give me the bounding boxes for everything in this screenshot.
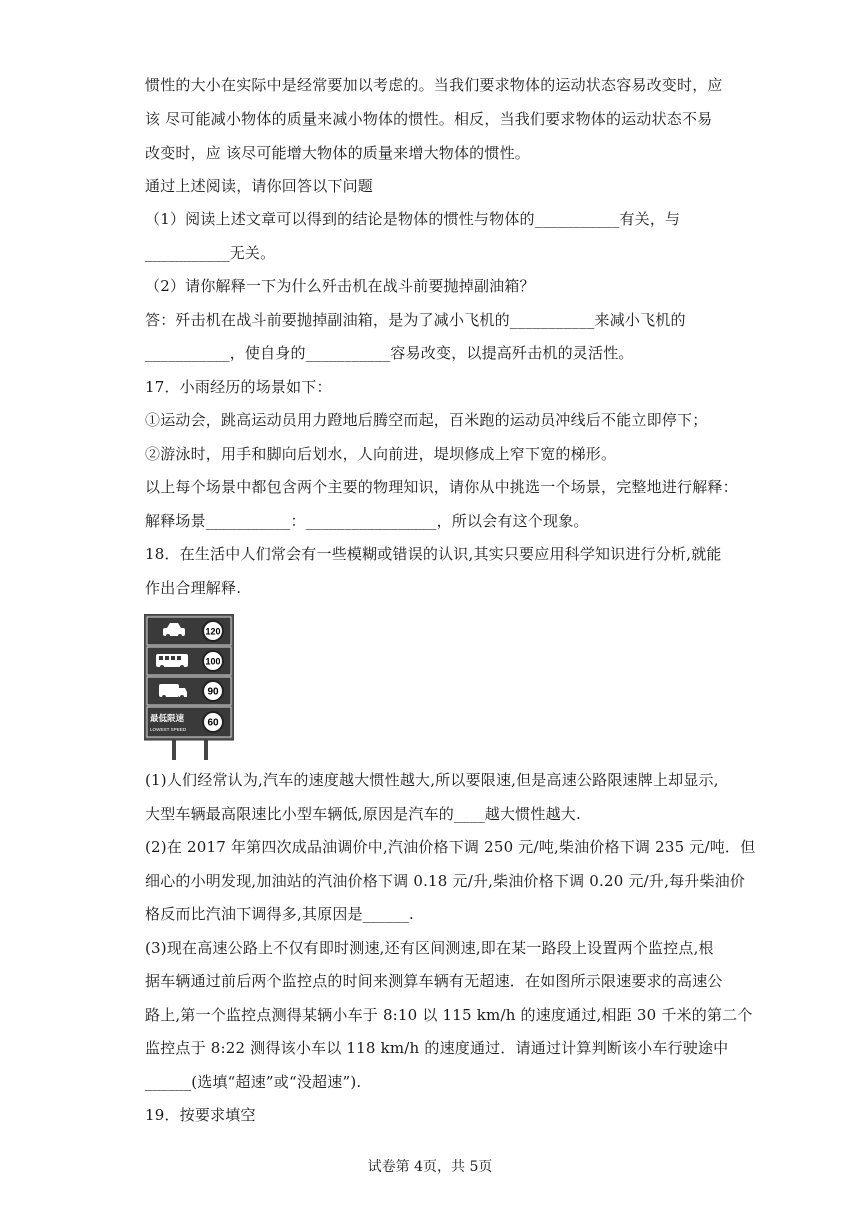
text-line: 据车辆通过前后两个监控点的时间来测算车辆有无超速．在如图所示限速要求的高速公 [145,972,723,990]
text-line: ___________，使自身的___________容易改变，以提高歼击机的灵活性。 [145,344,634,362]
minimum-speed-value: 60 [207,717,219,729]
question-16-part1: （1）阅读上述文章可以得到的结论是物体的惯性与物体的___________有关，与 [145,210,681,228]
speed-limit-car: 120 [205,626,221,637]
bus-icon [156,654,188,669]
question-16-part2: （2）请你解释一下为什么歼击机在战斗前要抛掉副油箱？ [145,277,535,295]
text-line: 大型车辆最高限速比小型车辆低,原因是汽车的____越大惯性越大. [145,805,581,823]
text-line: 该 尽可能减小物体的质量来减小物体的惯性。相反，当我们要求物体的运动状态不易 [145,110,713,128]
text-line: 惯性的大小在实际中是经常要加以考虑的。当我们要求物体的运动状态容易改变时，应 [145,76,723,94]
page-footer: 试卷第 4页，共 5页 [367,1159,493,1175]
question-18-title: 18．在生活中人们常会有一些模糊或错误的认识,其实只要应用科学知识进行分析,就能 [145,545,722,563]
text-line: 以上每个场景中都包含两个主要的物理知识，请你从中挑选一个场景，完整地进行解释： [145,478,738,496]
text-line: 监控点于 8:22 测得该小车以 118 km/h 的速度通过．请通过计算判断该小车行驶途中 [145,1039,729,1057]
question-18-part3: (3)现在高速公路上不仅有即时测速,还有区间测速,即在某一路段上设置两个监控点,根 [145,939,714,957]
text-line: 细心的小明发现,加油站的汽油价格下调 0.18 元/升,柴油价格下调 0.20 元/升,每升柴油价 [145,872,746,890]
text-line: 改变时，应 该尽可能增大物体的质量来增大物体的惯性。 [145,144,530,162]
text-line: 作出合理解释. [145,579,242,597]
text-line: 答：歼击机在战斗前要抛掉副油箱，是为了减小飞机的___________来减小飞机的 [145,311,686,329]
question-17-title: 17．小雨经历的场景如下： [145,378,332,396]
text-line: 解释场景___________：_________________，所以会有这个现象。 [145,512,589,530]
minimum-speed-label-en: LOWEST SPEED [150,727,187,732]
question-18-part2: (2)在 2017 年第四次成品油调价中,汽油价格下调 250 元/吨,柴油价格下调 235 元/吨．但 [145,838,756,856]
text-line: ②游泳时，用手和脚向后划水，人向前进，堤坝修成上窄下宽的梯形。 [145,445,617,463]
text-line: ___________无关。 [145,244,276,262]
speed-limit-sign [144,614,234,760]
text-line: ______(选填“超速”或“没超速”). [145,1073,362,1091]
text-line: ①运动会，跳高运动员用力蹬地后腾空而起，百米跑的运动员冲线后不能立即停下； [145,411,708,429]
text-line: 通过上述阅读，请你回答以下问题 [145,177,374,195]
minimum-speed-label: 最低限速 [150,714,185,724]
text-line: 路上,第一个监控点测得某辆小车于 8:10 以 115 km/h 的速度通过,相距 30 千米的第二个 [145,1006,753,1024]
text-line: 格反而比汽油下调得多,其原因是______. [145,905,414,923]
speed-limit-bus: 100 [205,656,221,667]
question-18-part1: (1)人们经常认为,汽车的速度越大惯性越大,所以要限速,但是高速公路限速牌上却显示, [145,771,719,789]
speed-limit-truck: 90 [207,686,219,698]
question-19-title: 19．按要求填空 [145,1106,256,1124]
